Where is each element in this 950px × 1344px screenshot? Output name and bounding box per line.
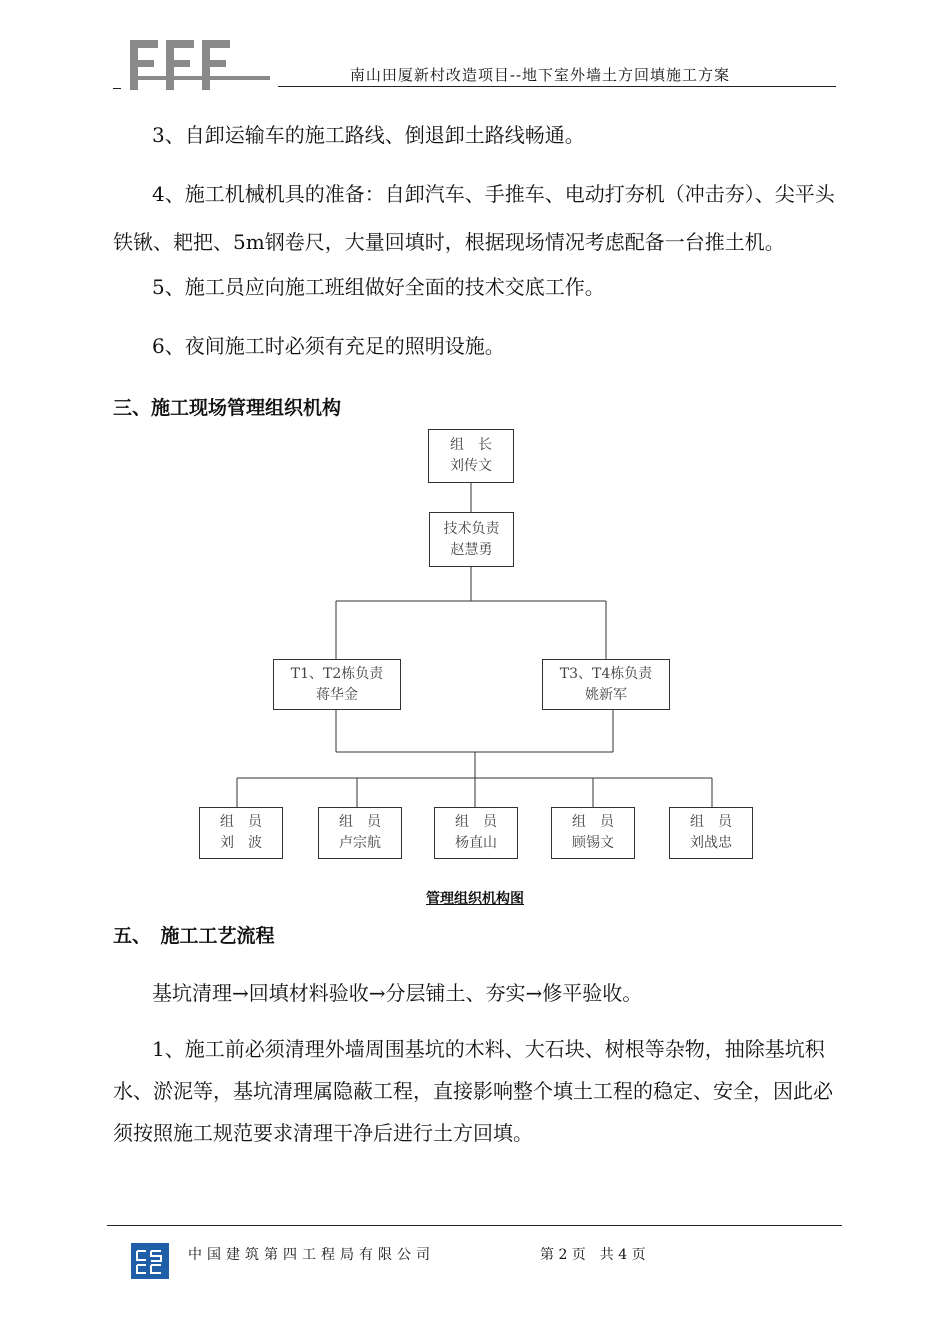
paragraph-6: 6、夜间施工时必须有充足的照明设施。 — [152, 334, 505, 358]
org-node-name: 顾锡文 — [572, 835, 614, 851]
cscec-logo-icon — [131, 1243, 169, 1279]
footer-company: 中国建筑第四工程局有限公司 — [188, 1247, 435, 1263]
section-5-heading: 五、 施工工艺流程 — [113, 925, 275, 947]
org-node-member — [669, 807, 753, 859]
org-node-name: 姚新军 — [585, 686, 627, 703]
org-node-role: T1、T2栋负责 — [290, 665, 384, 682]
org-node-name: 赵慧勇 — [450, 541, 493, 558]
header-title: 南山田厦新村改造项目--地下室外墙土方回填施工方案 — [349, 66, 731, 84]
org-node-role: 组 长 — [450, 437, 492, 453]
org-node-member — [434, 807, 518, 859]
org-node-member — [318, 807, 402, 859]
paragraph-cleanup: 1、施工前必须清理外墙周围基坑的木料、大石块、树根等杂物，抽除基坑积水、淤泥等，基坑清理属隐蔽工程，直接影响整个填土工程的稳定、安全，因此必须按照施工规范要求清理干净后进行土方回填。 — [113, 1037, 833, 1145]
org-node-leader — [428, 429, 514, 483]
org-node-member — [199, 807, 283, 859]
org-node-t3-t4 — [542, 659, 670, 710]
org-node-name: 刘传文 — [450, 458, 492, 474]
paragraph-5: 5、施工员应向施工班组做好全面的技术交底工作。 — [152, 275, 605, 299]
footer-page-number: 第 2 页 共 4 页 — [540, 1247, 646, 1263]
org-node-name: 卢宗航 — [339, 835, 381, 851]
org-node-name: 刘 波 — [220, 835, 262, 851]
org-node-name: 杨直山 — [455, 835, 497, 851]
org-node-role: 技术负责 — [443, 520, 500, 537]
org-node-tech — [429, 512, 514, 567]
org-node-role: 组 员 — [455, 814, 497, 830]
org-node-member — [551, 807, 635, 859]
org-node-name: 刘战忠 — [690, 835, 732, 851]
org-node-role: 组 员 — [220, 814, 262, 830]
org-node-name: 蒋华金 — [316, 686, 358, 703]
paragraph-4: 4、施工机械机具的准备：自卸汽车、手推车、电动打夯机（冲击夯）、尖平头铁锹、耙把、5m钢卷尺，大量回填时，根据现场情况考虑配备一台推土机。 — [113, 182, 835, 254]
org-node-t1-t2 — [273, 659, 401, 710]
org-node-role: 组 员 — [690, 814, 732, 830]
org-node-role: 组 员 — [572, 814, 614, 830]
section-3-heading: 三、施工现场管理组织机构 — [113, 397, 342, 419]
org-chart-caption: 管理组织机构图 — [426, 891, 524, 907]
paragraph-3: 3、自卸运输车的施工路线、倒退卸土路线畅通。 — [152, 123, 585, 147]
org-node-role: 组 员 — [339, 814, 381, 830]
org-node-role: T3、T4栋负责 — [559, 665, 653, 682]
process-flow: 基坑清理→回填材料验收→分层铺土、夯实→修平验收。 — [152, 981, 643, 1005]
footer-rule — [107, 1225, 842, 1226]
